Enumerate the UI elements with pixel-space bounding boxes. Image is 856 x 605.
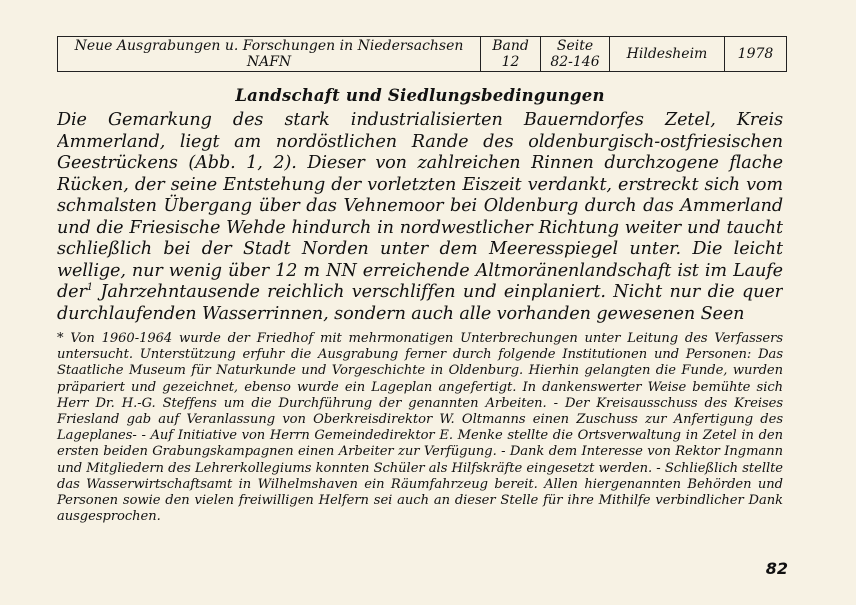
journal-cell	[58, 37, 481, 72]
pages-value: 82-146	[550, 54, 600, 70]
body-paragraph	[57, 110, 783, 326]
year-cell	[725, 37, 787, 72]
page-number: 82	[765, 559, 788, 578]
citation-header-table	[57, 36, 787, 72]
journal-title: Neue Ausgrabungen u. Forschungen in Niedersachsen	[74, 38, 464, 54]
body-text-part1: Die Gemarkung des stark industrialisierten Bauerndorfes Zetel, Kreis Ammerland, liegt am nordöstlichen Rande des oldenburgisch-ostfriesischen Geestrückens (Abb. 1, 2). Dieser von zahlreichen Rinnen durchzogene flache Rücken, der seine Entstehung der vorletzten Eiszeit verdankt, erstreckt sich vom schmalsten Übergang über das Vehnemoor bei Oldenburg durch das Ammerland und die Friesische Wehde hindurch in nordwestlicher Richtung weiter und taucht schließlich bei der Stadt Norden unter dem Meeresspiegel unter. Die leicht wellige, nur wenig über 12 m NN erreichende Altmoränenlandschaft ist im Laufe der	[57, 110, 783, 302]
publication-year: 1978	[737, 46, 774, 62]
band-value: 12	[501, 54, 520, 70]
publication-place: Hildesheim	[626, 46, 708, 62]
journal-abbreviation: NAFN	[246, 54, 292, 70]
section-title: Landschaft und Siedlungsbedingungen	[235, 86, 605, 105]
band-label: Band	[492, 38, 529, 54]
body-text-part2: Jahrzehntausende reichlich verschliffen und einplaniert. Nicht nur die quer durchlaufenden Wasserrinnen, sondern auch alle vorhanden gewesenen Seen	[57, 282, 783, 324]
footnote-marker: 1	[86, 282, 94, 294]
place-cell	[610, 37, 725, 72]
footnote: * Von 1960-1964 wurde der Friedhof mit mehrmonatigen Unterbrechungen unter Leitung des Verfassers untersucht. Unterstützung erfuhr die Ausgrabung ferner durch folgende Institutionen und Personen: Das Staatliche Museum für Naturkunde und Vorgeschichte in Oldenburg. Hierhin gelangten die Funde, wurden präpariert und gezeichnet, ebenso wurde ein Lageplan angefertigt. In dankenswerter Weise bemühte sich Herr Dr. H.-G. Steffens um die Durchführung der genannten Arbeiten. - Der Kreisausschuss des Kreises Friesland gab auf Veranlassung von Oberkreisdirektor W. Oltmanns einen Zuschuss zur Anfertigung des Lageplanes- - Auf Initiative von Herrn Gemeindedirektor E. Menke stellte die Ortsverwaltung in Zetel in den ersten beiden Grabungskampagnen einen Arbeiter zur Verfügung. - Dank dem Interesse von Rektor Ingmann und Mitgliedern des Lehrerkollegiums konnten Schüler als Hilfskräfte eingesetzt werden. - Schließlich stellte das Wasserwirtschaftsamt in Wilhelmshaven ein Räumfahrzeug bereit. Allen hiergenannten Behörden und Personen sowie den vielen freiwilligen Helfern sei auch an dieser Stelle für ihre Mithilfe verbindlicher Dank ausgesprochen.	[57, 331, 783, 525]
pages-cell	[541, 37, 610, 72]
citation-header-row	[58, 37, 787, 72]
band-cell	[481, 37, 541, 72]
document-page	[57, 36, 783, 525]
pages-label: Seite	[556, 38, 594, 54]
